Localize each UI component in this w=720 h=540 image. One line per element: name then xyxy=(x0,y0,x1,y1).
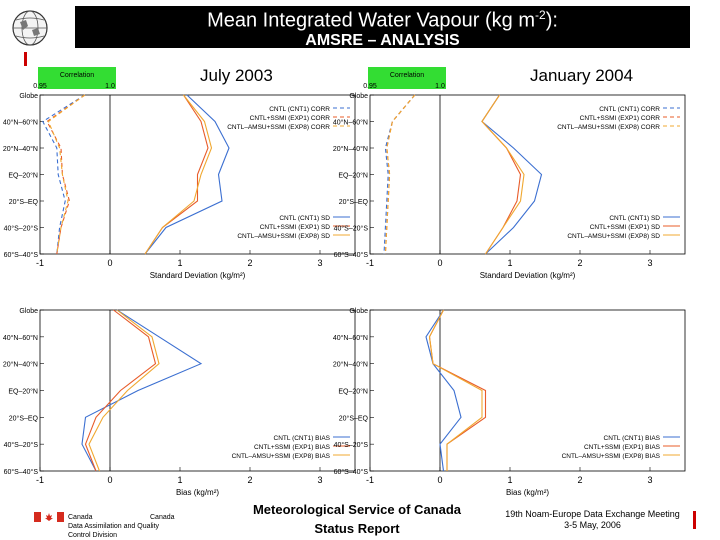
y-tick-label: EQ–20°N xyxy=(8,388,38,396)
correlation-tick-label: 0.95 xyxy=(363,83,377,90)
y-tick-label: 60°S–40°S xyxy=(3,252,38,259)
y-tick-label: 40°S–20°S xyxy=(333,442,368,450)
series-line-bias xyxy=(430,310,486,471)
y-tick-label: 40°N–60°N xyxy=(2,334,38,342)
legend-label: CNTL (CNT1) SD xyxy=(609,215,660,222)
correlation-tick-label: 1.0 xyxy=(435,83,445,90)
x-tick-label: 0 xyxy=(437,258,443,268)
series-line-sd xyxy=(482,95,542,254)
series-line-bias xyxy=(82,310,201,471)
y-tick-label: 60°S–40°S xyxy=(333,252,368,259)
series-line-bias xyxy=(86,310,156,471)
x-tick-label: -1 xyxy=(365,475,375,485)
x-tick-label: 0 xyxy=(107,475,113,485)
x-tick-label: 3 xyxy=(647,475,653,485)
x-tick-label: 3 xyxy=(317,475,323,485)
y-tick-label: 40°S–20°S xyxy=(3,442,38,450)
legend-label: CNTL–AMSU+SSMI (EXP8) SD xyxy=(567,233,660,240)
legend-label: CNTL (CNT1) CORR xyxy=(599,106,660,113)
footer-meeting: 19th Noam-Europe Data Exchange Meeting xyxy=(505,509,680,519)
legend-label: CNTL–AMSU+SSMI (EXP8) CORR xyxy=(227,124,330,131)
series-line-corr xyxy=(385,95,414,254)
legend-label: CNTL (CNT1) BIAS xyxy=(603,435,660,442)
y-tick-label: 60°S–40°S xyxy=(3,469,38,476)
series-line-corr xyxy=(384,95,415,254)
x-tick-label: 2 xyxy=(577,475,583,485)
x-tick-label: 1 xyxy=(177,258,183,268)
y-tick-label: EQ–20°N xyxy=(8,172,38,180)
legend-label: CNTL–AMSU+SSMI (EXP8) SD xyxy=(237,233,330,240)
y-tick-label: Globe xyxy=(19,308,38,315)
x-tick-label: 2 xyxy=(247,475,253,485)
legend-label: CNTL–AMSU+SSMI (EXP8) CORR xyxy=(557,124,660,131)
footer-canada-left: Canada xyxy=(68,514,93,521)
legend-label: CNTL (CNT1) SD xyxy=(279,215,330,222)
x-tick-label: -1 xyxy=(35,258,45,268)
y-tick-label: 20°N–40°N xyxy=(2,361,38,369)
y-tick-label: 20°S–EQ xyxy=(8,199,38,206)
y-tick-label: 20°N–40°N xyxy=(332,361,368,369)
legend-label: CNTL–AMSU+SSMI (EXP8) BIAS xyxy=(561,453,660,460)
page-title: Mean Integrated Water Vapour (kg $m^{-2}$): xyxy=(207,8,558,32)
x-tick-label: 3 xyxy=(647,258,653,268)
series-line-sd xyxy=(482,95,524,254)
y-tick-label: 40°S–20°S xyxy=(3,225,38,233)
season-label-july: July 2003 xyxy=(200,66,273,85)
y-tick-label: 60°S–40°S xyxy=(333,469,368,476)
series-line-bias xyxy=(430,310,483,471)
chart-panel-4 xyxy=(333,308,685,497)
legend-label: CNTL+SSMI (EXP1) SD xyxy=(259,224,330,231)
series-line-sd xyxy=(145,95,229,254)
footer-report: Status Report xyxy=(314,521,400,536)
series-line-corr xyxy=(48,95,84,254)
legend-label: CNTL+SSMI (EXP1) BIAS xyxy=(583,444,660,451)
series-line-corr xyxy=(43,95,85,254)
footer-dates: 3-5 May, 2006 xyxy=(564,520,621,530)
red-accent-bar xyxy=(693,511,696,529)
legend-label: CNTL+SSMI (EXP1) BIAS xyxy=(253,444,330,451)
legend-label: CNTL+SSMI (EXP1) SD xyxy=(589,224,660,231)
y-tick-label: 20°S–EQ xyxy=(338,415,368,423)
x-axis-label: Standard Deviation (kg/m²) xyxy=(479,271,576,280)
x-tick-label: -1 xyxy=(365,258,375,268)
footer-division-line2: Control Division xyxy=(68,532,118,539)
x-tick-label: 0 xyxy=(437,475,443,485)
footer-canada-right: Canada xyxy=(150,514,175,521)
series-line-corr xyxy=(47,95,85,254)
y-tick-label: 20°N–40°N xyxy=(332,146,368,153)
page-subtitle: AMSRE – ANALYSIS xyxy=(305,32,460,49)
x-tick-label: 1 xyxy=(507,258,513,268)
chart-panel-3 xyxy=(3,308,355,497)
series-line-corr xyxy=(385,95,414,254)
series-line-sd xyxy=(145,95,212,254)
y-tick-label: 40°N–60°N xyxy=(332,334,368,342)
series-line-sd xyxy=(145,95,208,254)
x-tick-label: 0 xyxy=(107,258,113,268)
y-tick-label: 40°S–20°S xyxy=(333,225,368,233)
y-tick-label: 20°N–40°N xyxy=(2,146,38,153)
y-tick-label: Globe xyxy=(349,93,368,100)
legend-label: CNTL+SSMI (EXP1) CORR xyxy=(249,115,330,122)
chart-panel-1 xyxy=(3,67,355,280)
x-tick-label: 1 xyxy=(507,475,513,485)
y-tick-label: 20°S–EQ xyxy=(338,199,368,206)
x-tick-label: 3 xyxy=(317,258,323,268)
correlation-tick-label: 0.95 xyxy=(33,83,47,90)
x-axis-label: Bias (kg/m²) xyxy=(505,488,550,497)
x-tick-label: 2 xyxy=(577,258,583,268)
y-tick-label: 40°N–60°N xyxy=(332,119,368,127)
y-tick-label: EQ–20°N xyxy=(338,388,368,396)
canada-flag-icon xyxy=(34,512,64,522)
y-tick-label: Globe xyxy=(349,308,368,315)
series-line-bias xyxy=(89,310,159,471)
chart-panel-2 xyxy=(333,67,685,280)
footer-division-line1: Data Assimilation and Quality xyxy=(68,523,160,530)
legend-label: CNTL+SSMI (EXP1) CORR xyxy=(579,115,660,122)
x-tick-label: -1 xyxy=(35,475,45,485)
y-tick-label: 20°S–EQ xyxy=(8,415,38,423)
y-tick-label: 40°N–60°N xyxy=(2,119,38,127)
season-label-january: January 2004 xyxy=(530,66,634,85)
y-tick-label: Globe xyxy=(19,93,38,100)
legend-label: CNTL (CNT1) BIAS xyxy=(273,435,330,442)
correlation-label: Correlation xyxy=(389,72,425,79)
x-tick-label: 2 xyxy=(247,258,253,268)
x-axis-label: Standard Deviation (kg/m²) xyxy=(149,271,246,280)
legend-label: CNTL–AMSU+SSMI (EXP8) BIAS xyxy=(231,453,330,460)
correlation-tick-label: 1.0 xyxy=(105,83,115,90)
x-tick-label: 1 xyxy=(177,475,183,485)
correlation-label: Correlation xyxy=(59,72,95,79)
y-tick-label: EQ–20°N xyxy=(338,172,368,180)
footer-organization: Meteorological Service of Canada xyxy=(252,502,462,517)
legend-label: CNTL (CNT1) CORR xyxy=(269,106,330,113)
x-axis-label: Bias (kg/m²) xyxy=(175,488,220,497)
